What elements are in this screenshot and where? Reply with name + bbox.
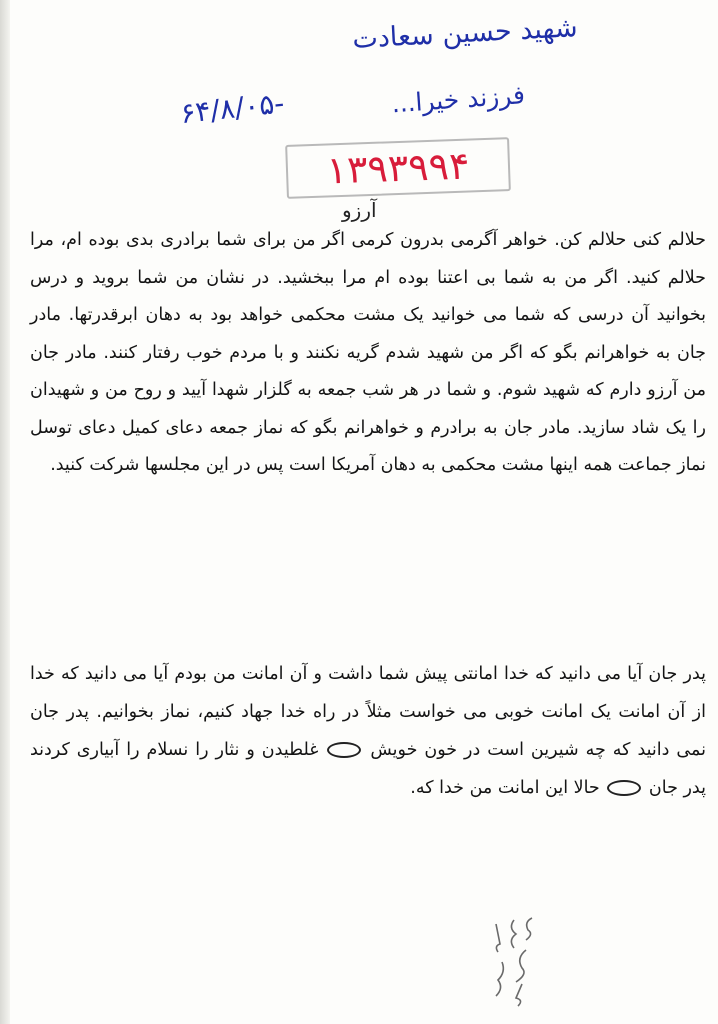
archive-number-stamp [285,137,511,199]
father-name-annotation: فرزند خیرا... [390,80,526,119]
scanned-page-edge [0,0,10,1024]
letter-paragraph-1: حلالم کنی حلالم کن. خواهر آگرمی بدرون کرمی اگر من برای شما برادری بدی بوده ام، مرا حلالم کنید. اگر من به شما بی اعتنا بوده ام مرا ببخشید. در نشان من شما بروید و درس بخوانید آن درسی که شما می خوانید یک مشت محکمی خواهد بود به دهان ابرقدرتها. مادر جان به خواهرانم بگو که اگر من شهید شدم گریه نکنند و با مردم خوب رفتار کنند. مادر جان من آرزو دارم که شهید شوم. و شما در هر شب جمعه به گلزار شهدا آیید و روح من و شهیدان را یک شاد سازید. مادر جان به برادرم و خواهرانم بگو که نماز جمعه دعای کمیل دعای توسل نماز جماعت همه اینها مشت محکمی به دهان آمریکا است پس در این مجلسها شرکت کنید. [30,230,706,475]
margin-pencil-scribble [472,910,552,1010]
top-handwritten-mark: آرزو [342,198,377,222]
crossed-out-word [327,742,361,758]
date-annotation: ۶۴/۸/۰۵- [178,86,286,131]
paragraph-2-text: پدر جان آیا می دانید که خدا امانتی پیش شما داشت و آن امانت من بودم آیا می دانید که خدا از آن امانت یک امانت خوبی می خواست مثلاً در راه خدا جهاد کنیم، نماز بخوانیم. پدر جان نمی دانید که چه شیرین است در خون خویش [30,664,706,760]
paragraph-2-text-end: حالا این امانت من خدا که. [410,778,600,798]
letter-paragraph-2 [30,655,706,807]
paragraph-2-text-cont: غلطیدن و نثار را نسلام را آبیاری کردند پدر جان [30,740,706,798]
martyr-name-annotation: شهید حسین سعادت [351,12,579,55]
pencil-scribble-icon [472,910,552,1010]
crossed-out-word-2 [607,780,641,796]
archive-number: ۱۳۹۳۹۹۴ [325,143,471,193]
